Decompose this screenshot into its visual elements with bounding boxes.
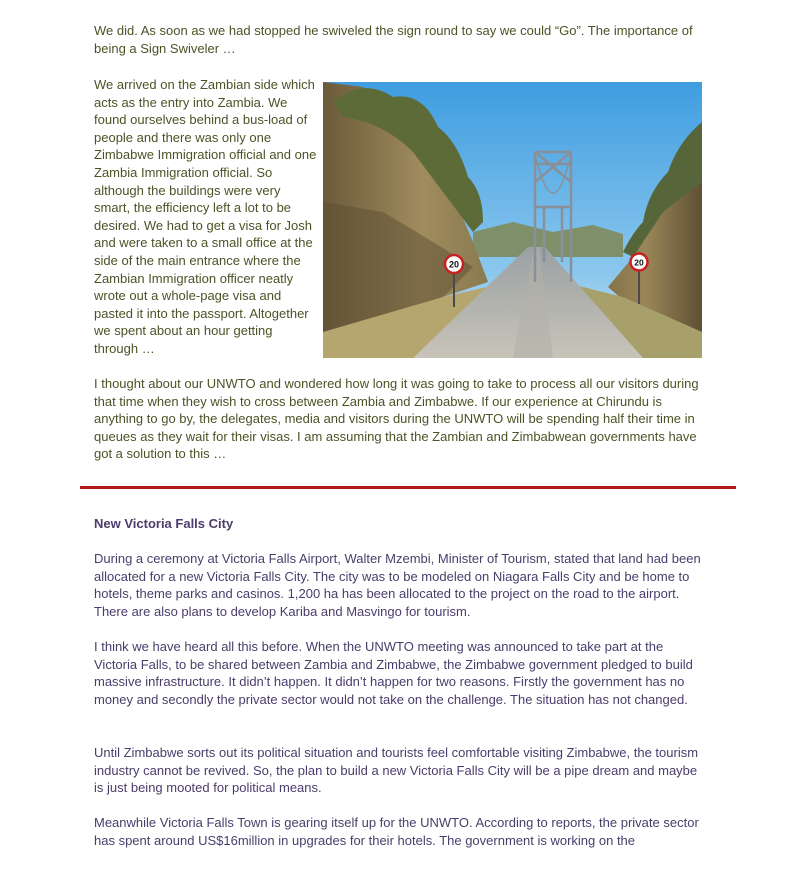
unwto-paragraph: I thought about our UNWTO and wondered how long it was going to take to process all our visitors during that time when they wish to cross between Zambia and Zimbabwe. If our experience at Chirundu is anything to go by, the delegates, media and visitors during the UNWTO will be spending half their time in queues as they wait for their visas. I am assuming that the Zambian and Zimbabwean governments have got a solution to this … [94, 376, 699, 462]
meanwhile-paragraph: Meanwhile Victoria Falls Town is gearing itself up for the UNWTO. According to reports, the private sector has spent around US$16million in upgrades for their hotels. The government is working on the [94, 815, 699, 848]
speed-sign-left-label: 20 [448, 259, 460, 270]
section-divider [80, 486, 736, 489]
speed-sign-right-label: 20 [634, 257, 644, 268]
heard-before-paragraph: I think we have heard all this before. When the UNWTO meeting was announced to take part at the Victoria Falls, to be shared between Zambia and Zimbabwe, the Zimbabwe government pledged to build massive infrastructure. It didn’t happen. It didn’t happen for two reasons. Firstly the government has no money and secondly the private sector would not take on the challenge. The situation has not changed. [94, 639, 693, 707]
ceremony-paragraph: During a ceremony at Victoria Falls Airport, Walter Mzembi, Minister of Tourism, stated that land had been allocated for a new Victoria Falls City. The city was to be modeled on Niagara Falls City and be home to hotels, theme parks and casinos. 1,200 ha has been allocated to the project on the road to the airport. There are also plans to develop Kariba and Masvingo for tourism. [94, 551, 701, 619]
chirundu-bridge-photo [323, 82, 702, 358]
until-zimbabwe-paragraph: Until Zimbabwe sorts out its political situation and tourists feel comfortable visiting Zimbabwe, the tourism industry cannot be revived. So, the plan to build a new Victoria Falls City will be a pipe dream and maybe is just being mooted for political means. [94, 745, 699, 796]
intro-paragraph: We did. As soon as we had stopped he swiveled the sign round to say we could “Go”. The importance of being a Sign Swiveler … [94, 23, 693, 56]
arrival-paragraph: We arrived on the Zambian side which acts as the entry into Zambia. We found ourselves behind a bus-load of people and there was only one Zimbabwe Immigration official and one Zambia Immigration official. So although the buildings were very smart, the efficiency left a lot to be desired. We had to get a visa for Josh and were taken to a small office at the side of the main entrance where the Zambian Immigration officer neatly wrote out a whole-page visa and pasted it into the passport. Altogether we spent about an hour getting through … [94, 77, 317, 356]
section-heading: New Victoria Falls City [94, 516, 234, 531]
